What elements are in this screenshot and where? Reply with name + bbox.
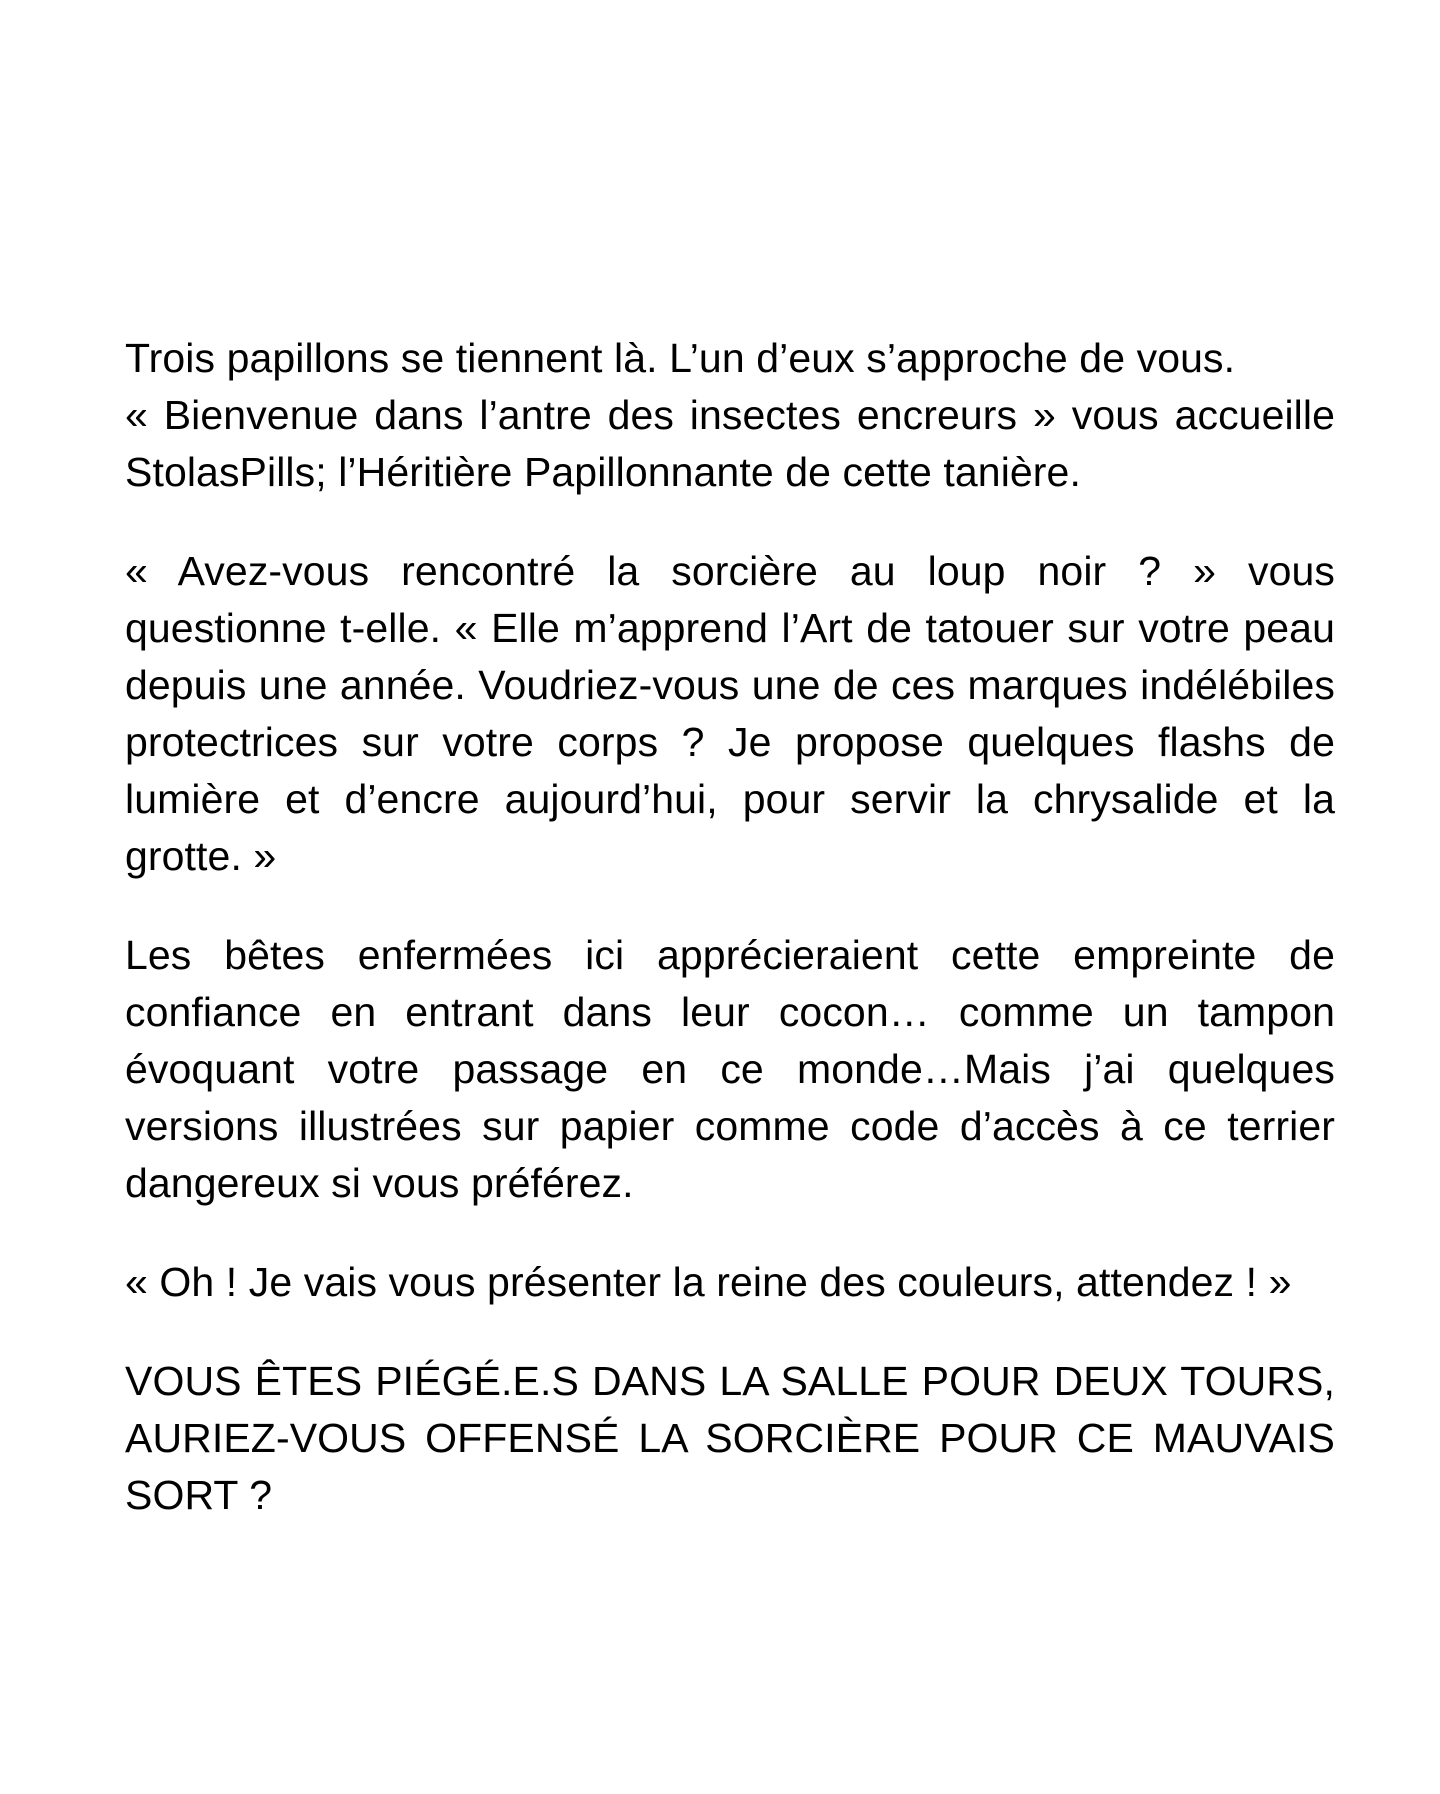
paragraph-trapped-warning: VOUS ÊTES PIÉGÉ.E.S DANS LA SALLE POUR DEUX TOURS, AURIEZ-VOUS OFFENSÉ LA SORCIÈRE POUR CE MAUVAIS SORT ? bbox=[125, 1358, 1335, 1518]
paragraph-creatures: Les bêtes enfermées ici apprécieraient cette empreinte de confiance en entrant dans leur cocon… comme un tampon évoquant votre passage en ce monde…Mais j’ai quelques versions illustrées sur papier comme code d’accès à ce terrier dangereux si vous préférez. bbox=[125, 932, 1335, 1206]
story-text bbox=[125, 330, 1335, 1566]
paragraph-intro-line-2: « Bienvenue dans l’antre des insectes encreurs » vous accueille StolasPills; l’Héritière Papillonnante de cette tanière. bbox=[125, 392, 1335, 495]
paragraph-question: « Avez-vous rencontré la sorcière au loup noir ? » vous questionne t-elle. « Elle m’apprend l’Art de tatouer sur votre peau depuis une année. Voudriez-vous une de ces marques indélébiles protectrices sur votre corps ? Je propose quelques flashs de lumière et d’encre aujourd’hui, pour servir la chrysalide et la grotte. » bbox=[125, 548, 1335, 879]
paragraph-intro-line-1: Trois papillons se tiennent là. L’un d’eux s’approche de vous. bbox=[125, 335, 1236, 381]
paragraph-queen: « Oh ! Je vais vous présenter la reine des couleurs, attendez ! » bbox=[125, 1259, 1292, 1305]
